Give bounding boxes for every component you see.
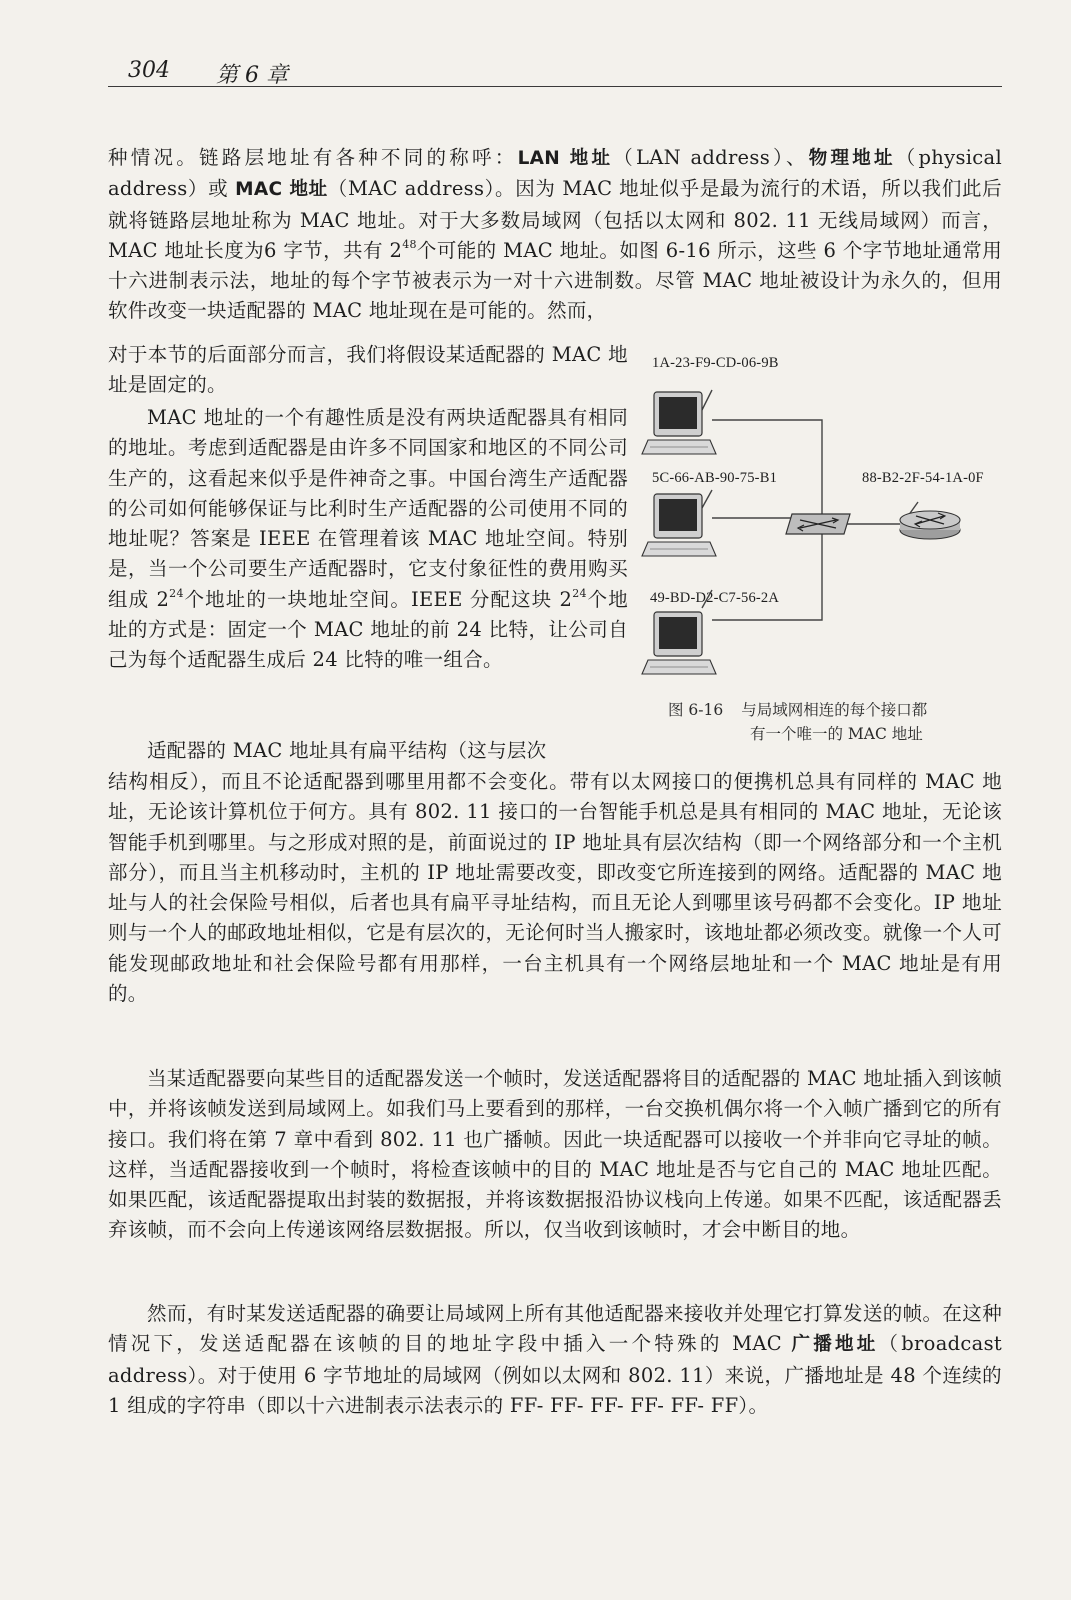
mac-address-label: 88-B2-2F-54-1A-0F	[862, 470, 984, 486]
switch-icon	[786, 514, 850, 534]
lan-diagram	[640, 350, 1020, 750]
computer-icon	[642, 392, 716, 454]
computer-icon	[642, 612, 716, 674]
paragraph: 适配器的 MAC 地址具有扁平结构（这与层次	[147, 739, 547, 762]
router-icon	[900, 511, 960, 539]
page-number: 304	[128, 58, 170, 83]
caption-line-1: 与局域网相连的每个接口都	[741, 701, 928, 719]
paragraph: 然而，有时某发送适配器的确要让局域网上所有其他适配器来接收并处理它打算发送的帧。在这种情况下，发送适配器在该帧的目的地址字段中插入一个特殊的 MAC 广播地址（broadcast address）。对于使用 6 字节地址的局域网（例如以太网和 802. 11）来说，广播地址是 48 个连续的 1 组成的字符串（即以十六进制表示法表示的 FF- FF- FF- FF- FF- FF）。	[108, 1302, 1003, 1417]
link-lines	[702, 390, 918, 620]
paragraph: 当某适配器要向某些目的适配器发送一个帧时，发送适配器将目的适配器的 MAC 地址插入到该帧中，并将该帧发送到局域网上。如我们马上要看到的那样，一台交换机偶尔将一个入帧广播到它的所有接口。我们将在第 7 章中看到 802. 11 也广播帧。因此一块适配器可以接收一个并非向它寻址的帧。这样，当适配器接收到一个帧时，将检查该帧中的目的 MAC 地址是否与它自己的 MAC 地址匹配。如果匹配，该适配器提取出封装的数据报，并将该数据报沿协议栈向上传递。如果不匹配，该适配器丢弃该帧，而不会向上传递该网络层数据报。所以，仅当收到该帧时，才会中断目的地。	[108, 1067, 1002, 1242]
caption-line-2: 有一个唯一的 MAC 地址	[750, 725, 923, 743]
mac-address-label: 5C-66-AB-90-75-B1	[652, 470, 778, 486]
paragraph: 对于本节的后面部分而言，我们将假设某适配器的 MAC 地址是固定的。	[108, 343, 628, 397]
page-header	[108, 56, 1002, 87]
figure-6-16	[640, 350, 1020, 750]
figure-caption	[668, 698, 998, 746]
paragraph: 结构相反），而且不论适配器到哪里用都不会变化。带有以太网接口的便携机总具有同样的 MAC 地址，无论该计算机位于何方。具有 802. 11 接口的一台智能手机总是具有相同的 MAC 地址，无论该智能手机到哪里。与之形成对照的是，前面说过的 IP 地址具有层次结构（即一个网络部分和一个主机部分），而且当主机移动时，主机的 IP 地址需要改变，即改变它所连接到的网络。适配器的 MAC 地址与人的社会保险号相似，后者也具有扁平寻址结构，而且无论人到哪里该号码都不会变化。IP 地址则与一个人的邮政地址相似，它是有层次的，无论何时当人搬家时，该地址都必须改变。就像一个人可能发现邮政地址和社会保险号都有用那样，一台主机具有一个网络层地址和一个 MAC 地址是有用的。	[108, 770, 1002, 1006]
paragraph: MAC 地址的一个有趣性质是没有两块适配器具有相同的地址。考虑到适配器是由许多不同国家和地区的不同公司生产的，这看起来似乎是件神奇之事。中国台湾生产适配器的公司如何能够保证与比利时生产适配器的公司使用不同的地址呢？答案是 IEEE 在管理着该 MAC 地址空间。特别是，当一个公司要生产适配器时，它支付象征性的费用购买组成 $2^{24}$个地址的一块地址空间。IEEE 分配这块 $2^{24}$个地址的方式是：固定一个 MAC 地址的前 24 比特，让公司自己为每个适配器生成后 24 比特的唯一组合。	[108, 406, 628, 672]
mac-address-label: 49-BD-D2-C7-56-2A	[650, 590, 780, 606]
chapter-title: 第 6 章	[216, 63, 288, 88]
mac-address-label: 1A-23-F9-CD-06-9B	[652, 355, 779, 371]
caption-number: 图 6-16	[668, 701, 724, 719]
paragraph: 种情况。链路层地址有各种不同的称呼：LAN 地址（LAN address）、物理地址（physical address）或 MAC 地址（MAC address）。因为 MAC 地址似乎是最为流行的术语，所以我们此后就将链路层地址称为 MAC 地址。对于大多数局域网（包括以太网和 802. 11 无线局域网）而言，MAC 地址长度为6 字节，共有 $2^{48}$个可能的 MAC 地址。如图 6-16 所示，这些 6 个字节地址通常用十六进制表示法，地址的每个字节被表示为一对十六进制数。尽管 MAC 地址被设计为永久的，但用软件改变一块适配器的 MAC 地址现在是可能的。然而，	[108, 146, 1002, 323]
